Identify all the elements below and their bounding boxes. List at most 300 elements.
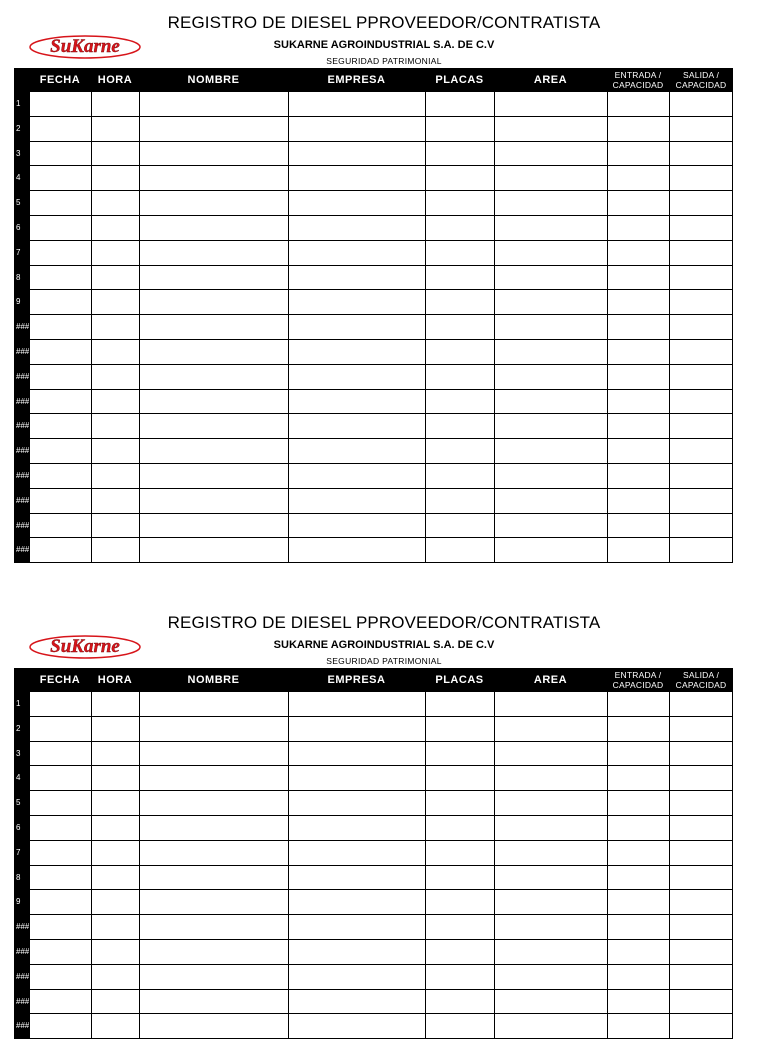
- cell-fecha[interactable]: [29, 166, 91, 190]
- column-header-fecha: FECHA: [39, 674, 81, 686]
- cell-entrada[interactable]: [607, 890, 669, 914]
- cell-fecha[interactable]: [29, 414, 91, 438]
- cell-nombre[interactable]: [139, 365, 288, 389]
- cell-hora[interactable]: [91, 340, 139, 364]
- cell-placas[interactable]: [425, 142, 494, 166]
- cell-nombre[interactable]: [139, 940, 288, 964]
- cell-entrada[interactable]: [607, 464, 669, 488]
- cell-fecha[interactable]: [29, 1014, 91, 1038]
- table-row: [14, 717, 732, 742]
- cell-hora[interactable]: [91, 92, 139, 116]
- cell-fecha[interactable]: [29, 315, 91, 339]
- cell-nombre[interactable]: [139, 816, 288, 840]
- cell-area[interactable]: [494, 489, 607, 513]
- cell-nombre[interactable]: [139, 290, 288, 314]
- cell-area[interactable]: [494, 692, 607, 716]
- cell-entrada[interactable]: [607, 365, 669, 389]
- cell-salida[interactable]: [669, 365, 733, 389]
- cell-nombre[interactable]: [139, 241, 288, 265]
- cell-entrada[interactable]: [607, 266, 669, 290]
- cell-nombre[interactable]: [139, 791, 288, 815]
- cell-hora[interactable]: [91, 315, 139, 339]
- cell-hora[interactable]: [91, 791, 139, 815]
- cell-salida[interactable]: [669, 92, 733, 116]
- cell-salida[interactable]: [669, 841, 733, 865]
- cell-entrada[interactable]: [607, 538, 669, 562]
- cell-nombre[interactable]: [139, 742, 288, 766]
- cell-nombre[interactable]: [139, 692, 288, 716]
- cell-area[interactable]: [494, 717, 607, 741]
- row-number: 6: [14, 816, 29, 840]
- cell-fecha[interactable]: [29, 866, 91, 890]
- cell-empresa[interactable]: [288, 216, 425, 240]
- cell-entrada[interactable]: [607, 1014, 669, 1038]
- cell-hora[interactable]: [91, 940, 139, 964]
- cell-hora[interactable]: [91, 915, 139, 939]
- cell-entrada[interactable]: [607, 390, 669, 414]
- cell-salida[interactable]: [669, 866, 733, 890]
- cell-entrada[interactable]: [607, 791, 669, 815]
- cell-fecha[interactable]: [29, 340, 91, 364]
- cell-fecha[interactable]: [29, 241, 91, 265]
- cell-hora[interactable]: [91, 766, 139, 790]
- cell-entrada[interactable]: [607, 940, 669, 964]
- row-number: 7: [14, 841, 29, 865]
- column-header-hora: HORA: [97, 74, 133, 86]
- cell-nombre[interactable]: [139, 965, 288, 989]
- cell-fecha[interactable]: [29, 117, 91, 141]
- cell-salida[interactable]: [669, 191, 733, 215]
- table-row: [14, 92, 732, 117]
- cell-placas[interactable]: [425, 390, 494, 414]
- cell-fecha[interactable]: [29, 439, 91, 463]
- cell-salida[interactable]: [669, 266, 733, 290]
- table-row: [14, 841, 732, 866]
- cell-placas[interactable]: [425, 766, 494, 790]
- cell-hora[interactable]: [91, 117, 139, 141]
- cell-area[interactable]: [494, 866, 607, 890]
- cell-fecha[interactable]: [29, 390, 91, 414]
- cell-nombre[interactable]: [139, 766, 288, 790]
- cell-placas[interactable]: [425, 414, 494, 438]
- cell-salida[interactable]: [669, 390, 733, 414]
- cell-placas[interactable]: [425, 742, 494, 766]
- cell-salida[interactable]: [669, 290, 733, 314]
- cell-empresa[interactable]: [288, 414, 425, 438]
- table-row: [14, 538, 732, 563]
- cell-salida[interactable]: [669, 890, 733, 914]
- cell-fecha[interactable]: [29, 816, 91, 840]
- cell-entrada[interactable]: [607, 841, 669, 865]
- cell-entrada[interactable]: [607, 717, 669, 741]
- cell-salida[interactable]: [669, 117, 733, 141]
- row-number: 1: [14, 92, 29, 116]
- cell-fecha[interactable]: [29, 142, 91, 166]
- cell-salida[interactable]: [669, 489, 733, 513]
- cell-hora[interactable]: [91, 414, 139, 438]
- cell-area[interactable]: [494, 216, 607, 240]
- cell-salida[interactable]: [669, 816, 733, 840]
- table-row: [14, 489, 732, 514]
- cell-fecha[interactable]: [29, 791, 91, 815]
- cell-placas[interactable]: [425, 315, 494, 339]
- cell-area[interactable]: [494, 142, 607, 166]
- cell-salida[interactable]: [669, 717, 733, 741]
- cell-empresa[interactable]: [288, 92, 425, 116]
- cell-entrada[interactable]: [607, 142, 669, 166]
- cell-area[interactable]: [494, 514, 607, 538]
- cell-nombre[interactable]: [139, 117, 288, 141]
- cell-hora[interactable]: [91, 866, 139, 890]
- cell-fecha[interactable]: [29, 717, 91, 741]
- cell-salida[interactable]: [669, 439, 733, 463]
- cell-placas[interactable]: [425, 816, 494, 840]
- cell-nombre[interactable]: [139, 166, 288, 190]
- cell-nombre[interactable]: [139, 717, 288, 741]
- cell-area[interactable]: [494, 241, 607, 265]
- cell-salida[interactable]: [669, 990, 733, 1014]
- cell-hora[interactable]: [91, 290, 139, 314]
- column-header-empresa: EMPRESA: [327, 674, 386, 686]
- cell-placas[interactable]: [425, 266, 494, 290]
- cell-entrada[interactable]: [607, 117, 669, 141]
- cell-entrada[interactable]: [607, 514, 669, 538]
- cell-placas[interactable]: [425, 489, 494, 513]
- cell-area[interactable]: [494, 1014, 607, 1038]
- cell-nombre[interactable]: [139, 191, 288, 215]
- department-name: SEGURIDAD PATRIMONIAL: [326, 56, 442, 66]
- cell-nombre[interactable]: [139, 990, 288, 1014]
- cell-hora[interactable]: [91, 538, 139, 562]
- cell-fecha[interactable]: [29, 216, 91, 240]
- cell-empresa[interactable]: [288, 117, 425, 141]
- row-number: 5: [14, 791, 29, 815]
- cell-fecha[interactable]: [29, 92, 91, 116]
- cell-empresa[interactable]: [288, 742, 425, 766]
- cell-placas[interactable]: [425, 365, 494, 389]
- cell-entrada[interactable]: [607, 915, 669, 939]
- cell-empresa[interactable]: [288, 166, 425, 190]
- cell-fecha[interactable]: [29, 538, 91, 562]
- cell-placas[interactable]: [425, 940, 494, 964]
- logo-text: SuKarne: [50, 36, 120, 57]
- cell-fecha[interactable]: [29, 990, 91, 1014]
- cell-placas[interactable]: [425, 890, 494, 914]
- cell-placas[interactable]: [425, 191, 494, 215]
- cell-hora[interactable]: [91, 742, 139, 766]
- cell-empresa[interactable]: [288, 816, 425, 840]
- cell-placas[interactable]: [425, 439, 494, 463]
- column-header-fecha: FECHA: [39, 74, 81, 86]
- table-row: [14, 414, 732, 439]
- row-number: 4: [14, 766, 29, 790]
- cell-entrada[interactable]: [607, 241, 669, 265]
- cell-fecha[interactable]: [29, 915, 91, 939]
- cell-nombre[interactable]: [139, 142, 288, 166]
- cell-salida[interactable]: [669, 414, 733, 438]
- cell-salida[interactable]: [669, 142, 733, 166]
- cell-nombre[interactable]: [139, 315, 288, 339]
- cell-entrada[interactable]: [607, 414, 669, 438]
- cell-nombre[interactable]: [139, 92, 288, 116]
- cell-hora[interactable]: [91, 439, 139, 463]
- table-row: [14, 365, 732, 390]
- cell-salida[interactable]: [669, 940, 733, 964]
- cell-salida[interactable]: [669, 216, 733, 240]
- cell-entrada[interactable]: [607, 692, 669, 716]
- cell-salida[interactable]: [669, 742, 733, 766]
- cell-fecha[interactable]: [29, 191, 91, 215]
- cell-salida[interactable]: [669, 965, 733, 989]
- cell-fecha[interactable]: [29, 766, 91, 790]
- cell-area[interactable]: [494, 990, 607, 1014]
- cell-salida[interactable]: [669, 166, 733, 190]
- cell-placas[interactable]: [425, 1014, 494, 1038]
- cell-fecha[interactable]: [29, 890, 91, 914]
- column-header-nombre: NOMBRE: [187, 74, 240, 86]
- cell-entrada[interactable]: [607, 816, 669, 840]
- cell-salida[interactable]: [669, 791, 733, 815]
- cell-hora[interactable]: [91, 390, 139, 414]
- cell-placas[interactable]: [425, 514, 494, 538]
- cell-empresa[interactable]: [288, 464, 425, 488]
- cell-salida[interactable]: [669, 241, 733, 265]
- table-row: [14, 990, 732, 1015]
- cell-empresa[interactable]: [288, 439, 425, 463]
- cell-area[interactable]: [494, 742, 607, 766]
- row-number: 8: [14, 266, 29, 290]
- cell-nombre[interactable]: [139, 439, 288, 463]
- cell-salida[interactable]: [669, 538, 733, 562]
- cell-empresa[interactable]: [288, 290, 425, 314]
- cell-nombre[interactable]: [139, 866, 288, 890]
- cell-entrada[interactable]: [607, 965, 669, 989]
- cell-nombre[interactable]: [139, 538, 288, 562]
- cell-area[interactable]: [494, 464, 607, 488]
- cell-hora[interactable]: [91, 1014, 139, 1038]
- cell-fecha[interactable]: [29, 266, 91, 290]
- cell-hora[interactable]: [91, 990, 139, 1014]
- table-row: [14, 766, 732, 791]
- cell-fecha[interactable]: [29, 464, 91, 488]
- cell-fecha[interactable]: [29, 692, 91, 716]
- cell-empresa[interactable]: [288, 866, 425, 890]
- cell-entrada[interactable]: [607, 489, 669, 513]
- cell-placas[interactable]: [425, 464, 494, 488]
- cell-salida[interactable]: [669, 1014, 733, 1038]
- cell-placas[interactable]: [425, 241, 494, 265]
- cell-placas[interactable]: [425, 166, 494, 190]
- cell-placas[interactable]: [425, 990, 494, 1014]
- cell-entrada[interactable]: [607, 315, 669, 339]
- cell-fecha[interactable]: [29, 965, 91, 989]
- cell-fecha[interactable]: [29, 742, 91, 766]
- cell-area[interactable]: [494, 340, 607, 364]
- cell-empresa[interactable]: [288, 915, 425, 939]
- cell-area[interactable]: [494, 841, 607, 865]
- cell-hora[interactable]: [91, 216, 139, 240]
- row-number: ###: [14, 965, 29, 989]
- cell-salida[interactable]: [669, 464, 733, 488]
- cell-empresa[interactable]: [288, 315, 425, 339]
- cell-empresa[interactable]: [288, 791, 425, 815]
- cell-empresa[interactable]: [288, 841, 425, 865]
- cell-nombre[interactable]: [139, 340, 288, 364]
- cell-empresa[interactable]: [288, 365, 425, 389]
- cell-area[interactable]: [494, 890, 607, 914]
- row-number: ###: [14, 390, 29, 414]
- cell-empresa[interactable]: [288, 940, 425, 964]
- cell-hora[interactable]: [91, 365, 139, 389]
- cell-hora[interactable]: [91, 841, 139, 865]
- cell-hora[interactable]: [91, 266, 139, 290]
- cell-nombre[interactable]: [139, 216, 288, 240]
- cell-empresa[interactable]: [288, 489, 425, 513]
- cell-area[interactable]: [494, 816, 607, 840]
- cell-placas[interactable]: [425, 965, 494, 989]
- cell-area[interactable]: [494, 965, 607, 989]
- cell-area[interactable]: [494, 791, 607, 815]
- company-name: SUKARNE AGROINDUSTRIAL S.A. DE C.V: [273, 39, 495, 51]
- cell-area[interactable]: [494, 915, 607, 939]
- cell-empresa[interactable]: [288, 241, 425, 265]
- cell-placas[interactable]: [425, 538, 494, 562]
- cell-placas[interactable]: [425, 117, 494, 141]
- cell-area[interactable]: [494, 940, 607, 964]
- cell-entrada[interactable]: [607, 742, 669, 766]
- cell-nombre[interactable]: [139, 414, 288, 438]
- table-row: [14, 117, 732, 142]
- table-row: [14, 791, 732, 816]
- cell-hora[interactable]: [91, 890, 139, 914]
- cell-empresa[interactable]: [288, 390, 425, 414]
- table-row: [14, 965, 732, 990]
- cell-hora[interactable]: [91, 816, 139, 840]
- cell-salida[interactable]: [669, 315, 733, 339]
- cell-hora[interactable]: [91, 692, 139, 716]
- cell-placas[interactable]: [425, 216, 494, 240]
- cell-entrada[interactable]: [607, 866, 669, 890]
- cell-area[interactable]: [494, 315, 607, 339]
- cell-nombre[interactable]: [139, 390, 288, 414]
- cell-fecha[interactable]: [29, 489, 91, 513]
- cell-hora[interactable]: [91, 464, 139, 488]
- cell-placas[interactable]: [425, 692, 494, 716]
- cell-area[interactable]: [494, 290, 607, 314]
- cell-empresa[interactable]: [288, 514, 425, 538]
- cell-fecha[interactable]: [29, 841, 91, 865]
- cell-nombre[interactable]: [139, 489, 288, 513]
- cell-hora[interactable]: [91, 489, 139, 513]
- cell-placas[interactable]: [425, 915, 494, 939]
- cell-salida[interactable]: [669, 514, 733, 538]
- table-row: [14, 514, 732, 539]
- cell-placas[interactable]: [425, 717, 494, 741]
- cell-area[interactable]: [494, 166, 607, 190]
- cell-empresa[interactable]: [288, 965, 425, 989]
- cell-empresa[interactable]: [288, 340, 425, 364]
- cell-area[interactable]: [494, 92, 607, 116]
- cell-hora[interactable]: [91, 142, 139, 166]
- cell-salida[interactable]: [669, 915, 733, 939]
- cell-placas[interactable]: [425, 841, 494, 865]
- cell-entrada[interactable]: [607, 766, 669, 790]
- cell-nombre[interactable]: [139, 266, 288, 290]
- row-number: ###: [14, 940, 29, 964]
- logo-text: SuKarne: [50, 636, 120, 657]
- cell-entrada[interactable]: [607, 191, 669, 215]
- cell-empresa[interactable]: [288, 890, 425, 914]
- cell-entrada[interactable]: [607, 216, 669, 240]
- cell-hora[interactable]: [91, 514, 139, 538]
- cell-placas[interactable]: [425, 290, 494, 314]
- cell-entrada[interactable]: [607, 990, 669, 1014]
- cell-entrada[interactable]: [607, 166, 669, 190]
- cell-fecha[interactable]: [29, 514, 91, 538]
- cell-empresa[interactable]: [288, 266, 425, 290]
- cell-nombre[interactable]: [139, 915, 288, 939]
- log-table: [14, 68, 733, 563]
- cell-entrada[interactable]: [607, 290, 669, 314]
- cell-entrada[interactable]: [607, 340, 669, 364]
- cell-hora[interactable]: [91, 166, 139, 190]
- cell-empresa[interactable]: [288, 692, 425, 716]
- cell-salida[interactable]: [669, 766, 733, 790]
- cell-hora[interactable]: [91, 965, 139, 989]
- cell-hora[interactable]: [91, 191, 139, 215]
- cell-salida[interactable]: [669, 340, 733, 364]
- cell-area[interactable]: [494, 766, 607, 790]
- row-number: ###: [14, 514, 29, 538]
- cell-empresa[interactable]: [288, 142, 425, 166]
- cell-nombre[interactable]: [139, 890, 288, 914]
- cell-salida[interactable]: [669, 692, 733, 716]
- cell-nombre[interactable]: [139, 1014, 288, 1038]
- cell-area[interactable]: [494, 117, 607, 141]
- cell-placas[interactable]: [425, 791, 494, 815]
- row-number: 7: [14, 241, 29, 265]
- cell-empresa[interactable]: [288, 1014, 425, 1038]
- cell-empresa[interactable]: [288, 717, 425, 741]
- cell-area[interactable]: [494, 191, 607, 215]
- cell-fecha[interactable]: [29, 290, 91, 314]
- table-row: [14, 340, 732, 365]
- cell-entrada[interactable]: [607, 92, 669, 116]
- cell-area[interactable]: [494, 538, 607, 562]
- cell-empresa[interactable]: [288, 766, 425, 790]
- cell-empresa[interactable]: [288, 990, 425, 1014]
- cell-area[interactable]: [494, 414, 607, 438]
- cell-hora[interactable]: [91, 241, 139, 265]
- cell-placas[interactable]: [425, 92, 494, 116]
- cell-empresa[interactable]: [288, 538, 425, 562]
- cell-area[interactable]: [494, 365, 607, 389]
- cell-hora[interactable]: [91, 717, 139, 741]
- cell-area[interactable]: [494, 439, 607, 463]
- cell-nombre[interactable]: [139, 464, 288, 488]
- cell-nombre[interactable]: [139, 514, 288, 538]
- cell-fecha[interactable]: [29, 365, 91, 389]
- cell-entrada[interactable]: [607, 439, 669, 463]
- cell-placas[interactable]: [425, 866, 494, 890]
- cell-fecha[interactable]: [29, 940, 91, 964]
- cell-nombre[interactable]: [139, 841, 288, 865]
- cell-area[interactable]: [494, 266, 607, 290]
- cell-placas[interactable]: [425, 340, 494, 364]
- cell-area[interactable]: [494, 390, 607, 414]
- department-name: SEGURIDAD PATRIMONIAL: [326, 656, 442, 666]
- cell-empresa[interactable]: [288, 191, 425, 215]
